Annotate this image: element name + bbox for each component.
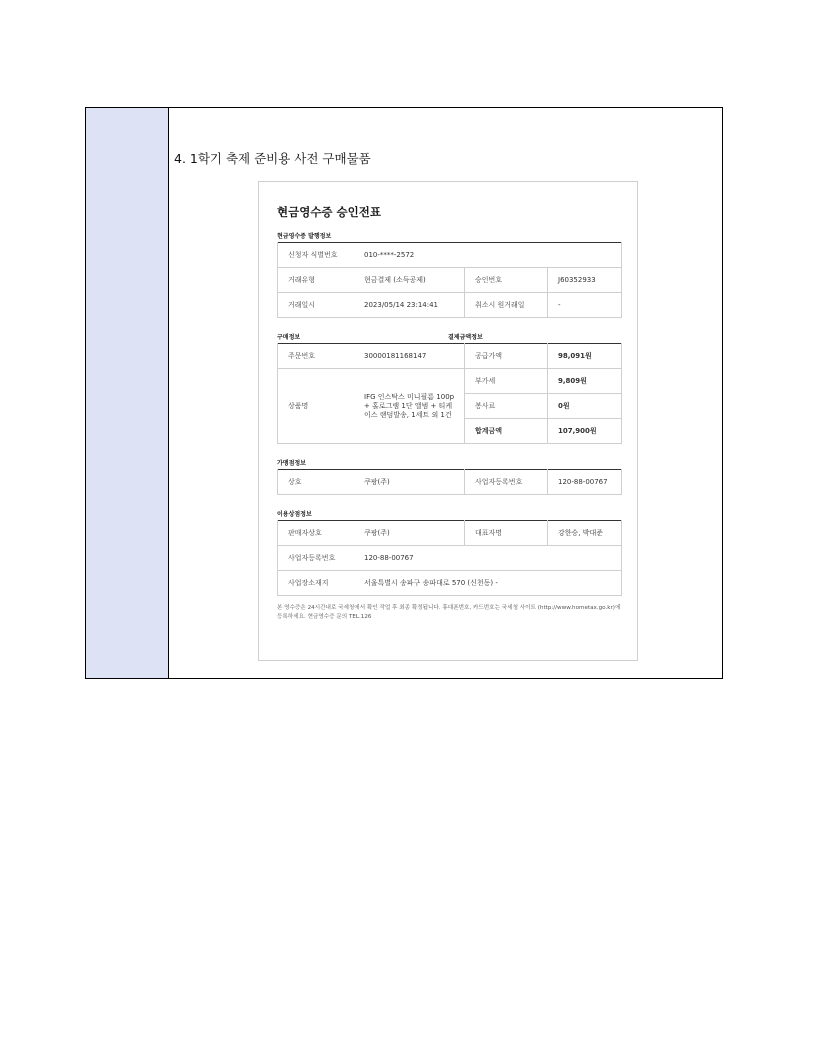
approval-label: 승인번호 [465, 268, 548, 293]
order-value: 30000181168147 [354, 344, 465, 369]
supply-label: 공급가액 [465, 344, 548, 369]
approval-value: J60352933 [548, 268, 622, 293]
receipt-title: 현금영수증 승인전표 [277, 205, 381, 219]
id-label: 신청자 식별번호 [278, 243, 355, 268]
date-value: 2023/05/14 23:14:41 [354, 293, 465, 318]
store-section-title: 이용상점정보 [277, 511, 312, 518]
purchase-section-title: 구매정보 [277, 334, 301, 341]
address-value: 서울특별시 송파구 송파대로 570 (신천동) - [354, 571, 622, 596]
order-label: 주문번호 [278, 344, 355, 369]
vat-value: 9,809원 [548, 369, 622, 394]
outer-table [85, 107, 723, 679]
seller-value: 쿠팡(주) [354, 521, 465, 546]
store-reg-label: 사업자등록번호 [278, 546, 355, 571]
date-label: 거래일시 [278, 293, 355, 318]
merchant-section-title: 가맹점정보 [277, 460, 306, 467]
address-label: 사업장소재지 [278, 571, 355, 596]
type-value: 현금결제 (소득공제) [354, 268, 465, 293]
issue-table [277, 242, 622, 318]
left-shaded-cell [86, 108, 169, 678]
product-label: 상품명 [278, 369, 355, 444]
service-label: 봉사료 [465, 394, 548, 419]
section-heading: 4. 1학기 축제 준비용 사전 구매물품 [174, 151, 371, 166]
service-value: 0원 [548, 394, 622, 419]
store-reg-value: 120-88-00767 [354, 546, 622, 571]
ceo-value: 강한승, 박대준 [548, 521, 622, 546]
vat-label: 부가세 [465, 369, 548, 394]
cancel-label: 취소시 원거래일 [465, 293, 548, 318]
type-label: 거래유형 [278, 268, 355, 293]
cash-receipt-image [258, 181, 638, 661]
ceo-label: 대표자명 [465, 521, 548, 546]
issue-section-title: 현금영수증 발행정보 [277, 233, 332, 240]
total-label: 합계금액 [465, 419, 548, 444]
merchant-reg-value: 120-88-00767 [548, 470, 622, 495]
total-value: 107,900원 [548, 419, 622, 444]
product-value: IFG 인스탁스 미니필름 100p + 홀로그램 1단 앨범 + 티케이스 랜덤발송, 1세트 외 1건 [354, 369, 465, 444]
seller-label: 판매자상호 [278, 521, 355, 546]
content-cell [169, 108, 722, 678]
merchant-table [277, 469, 622, 495]
receipt-note: 본 영수증은 24시간내로 국세청에서 확인 작업 후 최종 확정됩니다. 휴대폰번호, 카드번호는 국세청 사이트 (http://www.hometax.go.kr)에 등록하세요. 현금영수증 문의 TEL.126 [277, 605, 621, 620]
store-table [277, 520, 622, 596]
supply-value: 98,091원 [548, 344, 622, 369]
id-value: 010-****-2572 [354, 243, 622, 268]
cancel-value: - [548, 293, 622, 318]
merchant-name-value: 쿠팡(주) [354, 470, 465, 495]
payment-section-title: 결제금액정보 [448, 334, 483, 341]
purchase-payment-table [277, 343, 622, 444]
merchant-name-label: 상호 [278, 470, 355, 495]
merchant-reg-label: 사업자등록번호 [465, 470, 548, 495]
